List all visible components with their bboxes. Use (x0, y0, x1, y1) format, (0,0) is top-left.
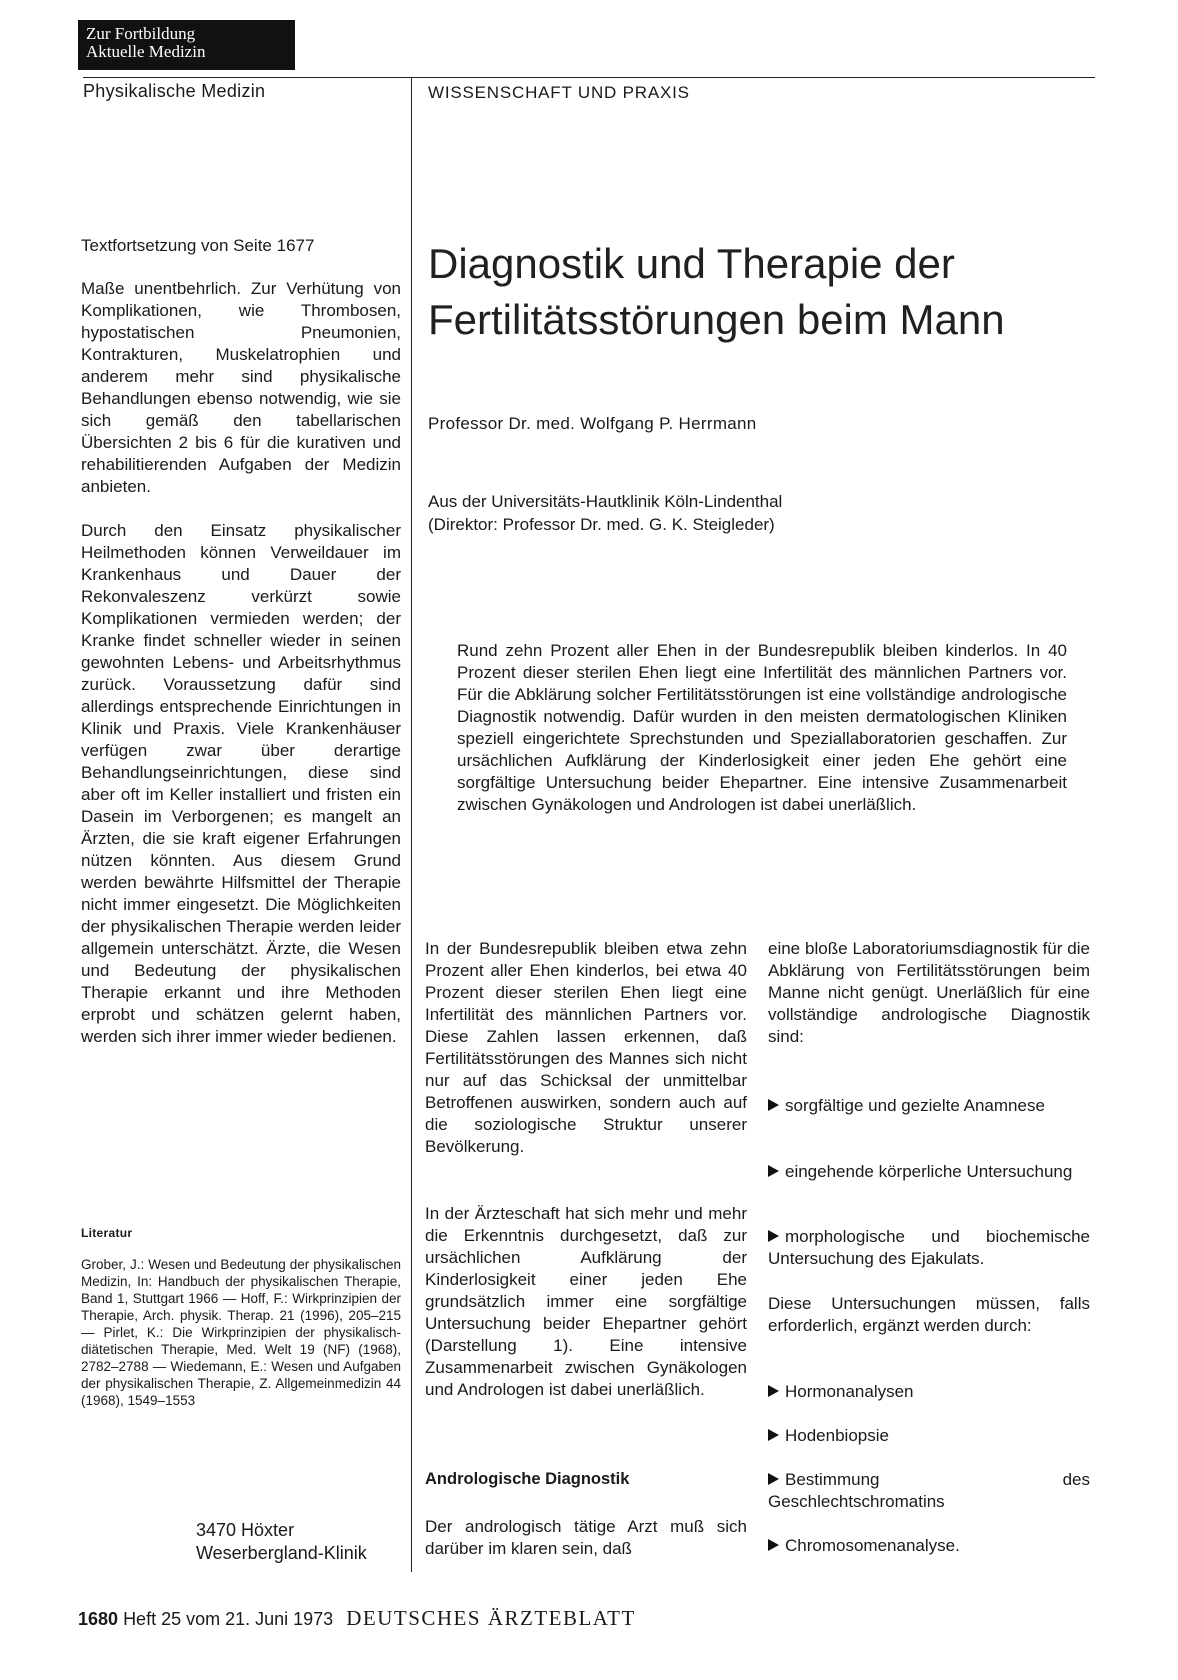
literature-list: Grober, J.: Wesen und Bedeutung der physikalischen Medizin, In: Handbuch der physikalischen Therapie, Band 1, Stuttgart 1966 — Hoff, F.: Wirkprinzipien der Therapie, Arch. physik. Therap. 21 (1996), 205–215 — Pirlet, K.: Die Wirkprinzipien der physikalisch-diätetischen Therapie, Med. Welt 19 (NF) (1968), 2782–2788 — Wiedemann, E.: Wesen und Aufgaben der physikalischen Therapie, Z. Allgemeinmedizin 44 (1968), 1549–1553 (81, 1257, 401, 1408)
triangle-bullet-icon (768, 1385, 779, 1397)
header-rule (83, 77, 1095, 78)
issue-info: Heft 25 vom 21. Juni 1973 (123, 1609, 334, 1629)
magazine-name: DEUTSCHES ÄRZTEBLATT (346, 1606, 636, 1630)
author-address (196, 1519, 367, 1565)
section-label-box (78, 20, 295, 70)
address-line1: 3470 Höxter (196, 1520, 295, 1540)
literature-heading: Literatur (81, 1226, 133, 1240)
bullet-text: Chromosomenanalyse. (785, 1536, 960, 1555)
subheading: Andrologische Diagnostik (425, 1470, 630, 1488)
affiliation-line1: Aus der Universitäts-Hautklinik Köln-Lindenthal (428, 492, 783, 511)
bullet-item (768, 1095, 1090, 1117)
column-divider (411, 77, 412, 1572)
body-paragraph-5: Diese Untersuchungen müssen, falls erforderlich, ergänzt werden durch: (768, 1294, 1090, 1335)
bullet-item (768, 1381, 1090, 1403)
triangle-bullet-icon (768, 1429, 779, 1441)
left-paragraph-2: Durch den Einsatz physikalischer Heilmethoden können Verweildauer im Krankenhaus und Dauer der Rekonvaleszenz verkürzt sowie Komplikationen vermieden werden; der Kranke findet schneller wieder in seinen gewohnten Lebens- und Arbeitsrhythmus zurück. Voraussetzung dafür sind allerdings entsprechende Einrichtungen in Klinik und Praxis. Viele Krankenhäuser verfügen zwar über derartige Behandlungseinrichtungen, diese sind aber oft im Keller installiert und fristen ein Dasein im Verborgenen; es mangelt an Ärzten, die sie kraft eigener Erfahrungen nützen könnten. Aus diesem Grund werden bewährte Hilfsmittel der Therapie nicht immer eingesetzt. Die Möglichkeiten der physikalischen Therapie werden leider allgemein unterschätzt. Ärzte, die Wesen und Bedeutung der physikalischen Therapie erkannt und ihre Methoden erprobt und schätzen gelernt haben, werden sich ihrer immer wieder bedienen. (81, 521, 401, 1046)
section-label-line1: Zur Fortbildung (86, 24, 196, 43)
article-affiliation (428, 490, 948, 536)
bullet-item (768, 1469, 1090, 1513)
body-paragraph-1: In der Bundesrepublik bleiben etwa zehn Prozent aller Ehen kinderlos, bei etwa 40 Prozent dieser sterilen Ehen liegt eine Infertilität des männlichen Partners vor. Diese Zahlen lassen erkennen, daß Fertilitätsstörungen des Mannes sich nicht nur auf das Schicksal der unmittelbar Betroffenen auswirken, sondern auch auf die soziologische Struktur unserer Bevölkerung. (425, 939, 747, 1156)
triangle-bullet-icon (768, 1099, 779, 1111)
body-paragraph-4: eine bloße Laboratoriumsdiagnostik für die Abklärung von Fertilitätsstörungen beim Manne nicht genügt. Unerläßlich für eine vollständige andrologische Diagnostik sind: (768, 939, 1090, 1046)
left-paragraph-1: Maße unentbehrlich. Zur Verhütung von Komplikationen, wie Thrombosen, hypostatischen Pneumonien, Kontrakturen, Muskelatrophien und anderem mehr sind physikalische Behandlungen ebenso notwendig, wie sie sich gemäß den tabellarischen Übersichten 2 bis 6 für die kurativen und rehabilitierenden Aufgaben der Medizin anbieten. (81, 279, 401, 496)
page-footer (78, 1606, 636, 1631)
bullet-text: morphologische und biochemische Untersuchung des Ejakulats. (768, 1227, 1090, 1268)
body-paragraph-3: Der andrologisch tätige Arzt muß sich darüber im klaren sein, daß (425, 1517, 747, 1558)
address-line2: Weserbergland-Klinik (196, 1543, 367, 1563)
section-category: WISSENSCHAFT UND PRAXIS (428, 83, 690, 102)
bullet-item (768, 1161, 1090, 1183)
body-paragraph-2: In der Ärzteschaft hat sich mehr und mehr die Erkenntnis durchgesetzt, daß zur ursächlichen Aufklärung der Kinderlosigkeit einer jeden Ehe grundsätzlich immer eine sorgfältige Untersuchung beider Ehepartner gehört (Darstellung 1). Eine intensive Zusammenarbeit zwischen Gynäkologen und Andrologen ist dabei unerläßlich. (425, 1204, 747, 1399)
bullet-text: eingehende körperliche Untersuchung (785, 1162, 1073, 1181)
page-number: 1680 (78, 1609, 119, 1629)
article-abstract: Rund zehn Prozent aller Ehen in der Bundesrepublik bleiben kinderlos. In 40 Prozent dieser sterilen Ehen liegt eine Infertilität des männlichen Partners vor. Für die Abklärung solcher Fertilitätsstörungen ist eine vollständige andrologische Diagnostik notwendig. Dafür wurden in den meisten dermatologischen Kliniken speziell eingerichtete Sprechstunden und Speziallaboratorien geschaffen. Zur ursächlichen Aufklärung der Kinderlosigkeit einer jeden Ehe gehört eine sorgfältige Untersuchung beider Ehepartner. Eine intensive Zusammenarbeit zwischen Gynäkologen und Andrologen ist dabei unerläßlich. (457, 641, 1067, 814)
bullet-text: Hodenbiopsie (785, 1426, 889, 1445)
bullet-item (768, 1425, 1090, 1447)
article-author: Professor Dr. med. Wolfgang P. Herrmann (428, 414, 757, 433)
bullet-item (768, 1535, 1090, 1557)
continuation-note: Textfortsetzung von Seite 1677 (81, 236, 315, 255)
triangle-bullet-icon (768, 1539, 779, 1551)
bullet-item (768, 1226, 1090, 1270)
bullet-text: sorgfältige und gezielte Anamnese (785, 1096, 1045, 1115)
triangle-bullet-icon (768, 1165, 779, 1177)
section-label-line2: Aktuelle Medizin (86, 42, 206, 61)
affiliation-line2: (Direktor: Professor Dr. med. G. K. Steigleder) (428, 515, 775, 534)
bullet-text: Hormonanalysen (785, 1382, 914, 1401)
triangle-bullet-icon (768, 1473, 779, 1485)
article-title: Diagnostik und Therapie der Fertilitätsstörungen beim Mann (428, 240, 1005, 343)
section-name: Physikalische Medizin (83, 81, 266, 101)
bullet-text: Bestimmung des Geschlechtschromatins (768, 1470, 1090, 1511)
triangle-bullet-icon (768, 1230, 779, 1242)
